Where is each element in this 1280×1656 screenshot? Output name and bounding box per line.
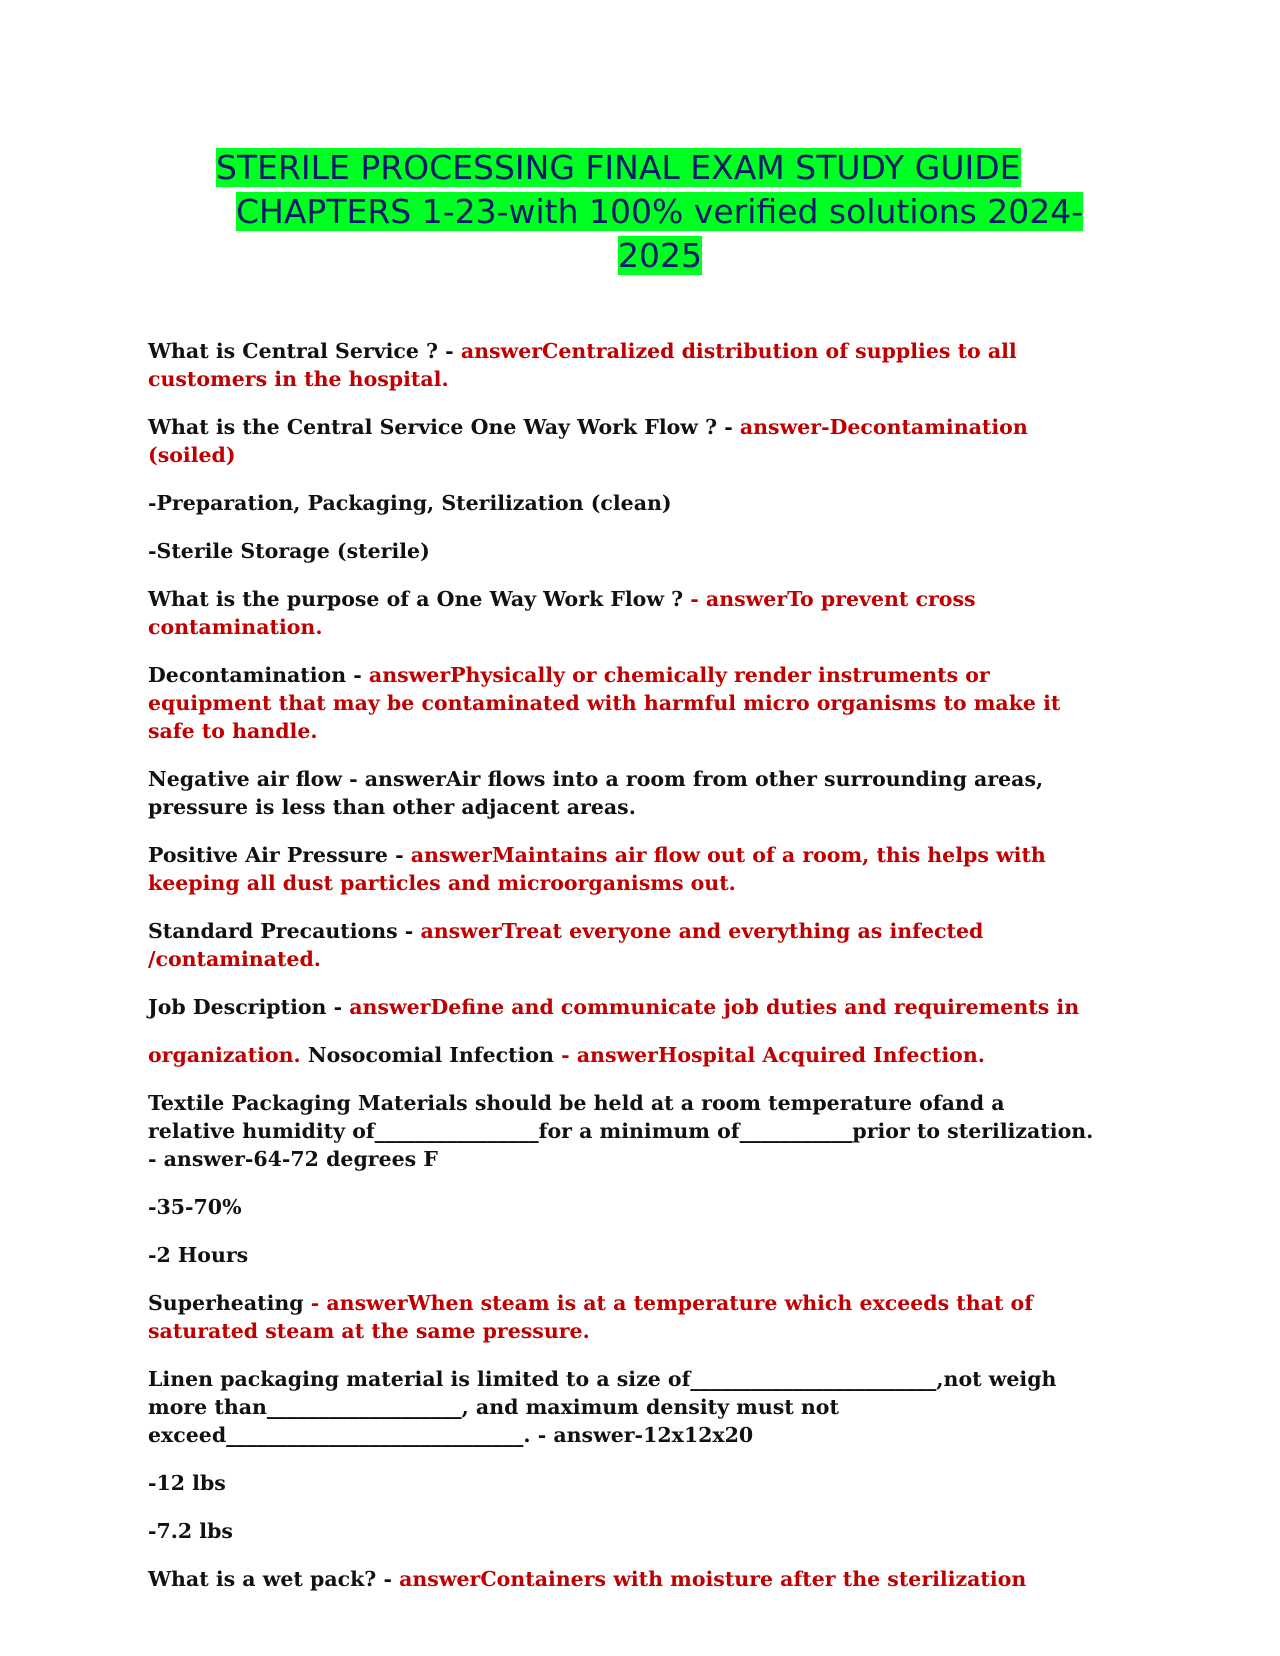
qa-positive-air-pressure: Positive Air Pressure - answerMaintains air flow out of a room, this helps with keeping all dust particles and microorganisms out. <box>148 843 1046 895</box>
qa-decontamination: Decontamination - answerPhysically or chemically render instruments or equipment that may be contaminated with harmful micro organisms to make it safe to handle. <box>148 663 1061 743</box>
qa-standard-precautions: Standard Precautions - answerTreat everyone and everything as infected /contaminated. <box>148 919 984 971</box>
list-item-preparation: -Preparation, Packaging, Sterilization (clean) <box>148 491 672 515</box>
qa-wet-pack: What is a wet pack? - answerContainers with moisture after the sterilization <box>148 1567 1027 1591</box>
list-item-humidity: -35-70% <box>148 1195 242 1219</box>
qa-nosocomial-infection: organization. Nosocomial Infection - answerHospital Acquired Infection. <box>148 1043 985 1067</box>
qa-textile-packaging: Textile Packaging Materials should be held at a room temperature ofand a relative humidity of________________for a minimum of___________prior to sterilization. - answer-64-72 degrees F <box>148 1091 1094 1171</box>
title-line-2: CHAPTERS 1-23-with 100% verified solutions 2024- <box>236 192 1084 231</box>
list-item-weight: -12 lbs <box>148 1471 226 1495</box>
qa-superheating: Superheating - answerWhen steam is at a temperature which exceeds that of saturated steam at the same pressure. <box>148 1291 1034 1343</box>
qa-purpose-one-way: What is the purpose of a One Way Work Flow ? - answerTo prevent cross contamination. <box>148 587 976 639</box>
qa-central-service: What is Central Service ? - answerCentralized distribution of supplies to all customers in the hospital. <box>148 339 1017 391</box>
qa-job-description: Job Description - answerDefine and communicate job duties and requirements in <box>148 995 1080 1019</box>
list-item-density: -7.2 lbs <box>148 1519 233 1543</box>
qa-one-way-work-flow: What is the Central Service One Way Work Flow ? - answer-Decontamination (soiled) <box>148 415 1028 467</box>
document-body <box>148 337 1098 1613</box>
title-line-1: STERILE PROCESSING FINAL EXAM STUDY GUIDE <box>216 148 1021 187</box>
list-item-sterile-storage: -Sterile Storage (sterile) <box>148 539 430 563</box>
list-item-hours: -2 Hours <box>148 1243 249 1267</box>
title-line-3: 2025 <box>618 236 702 275</box>
qa-negative-air-flow: Negative air flow - answerAir flows into a room from other surrounding areas, pressure is less than other adjacent areas. <box>148 767 1044 819</box>
qa-linen-packaging: Linen packaging material is limited to a size of________________________,not weigh more than___________________, and maximum density must not exceed_____________________________. - answer-12x12x20 <box>148 1367 1057 1447</box>
